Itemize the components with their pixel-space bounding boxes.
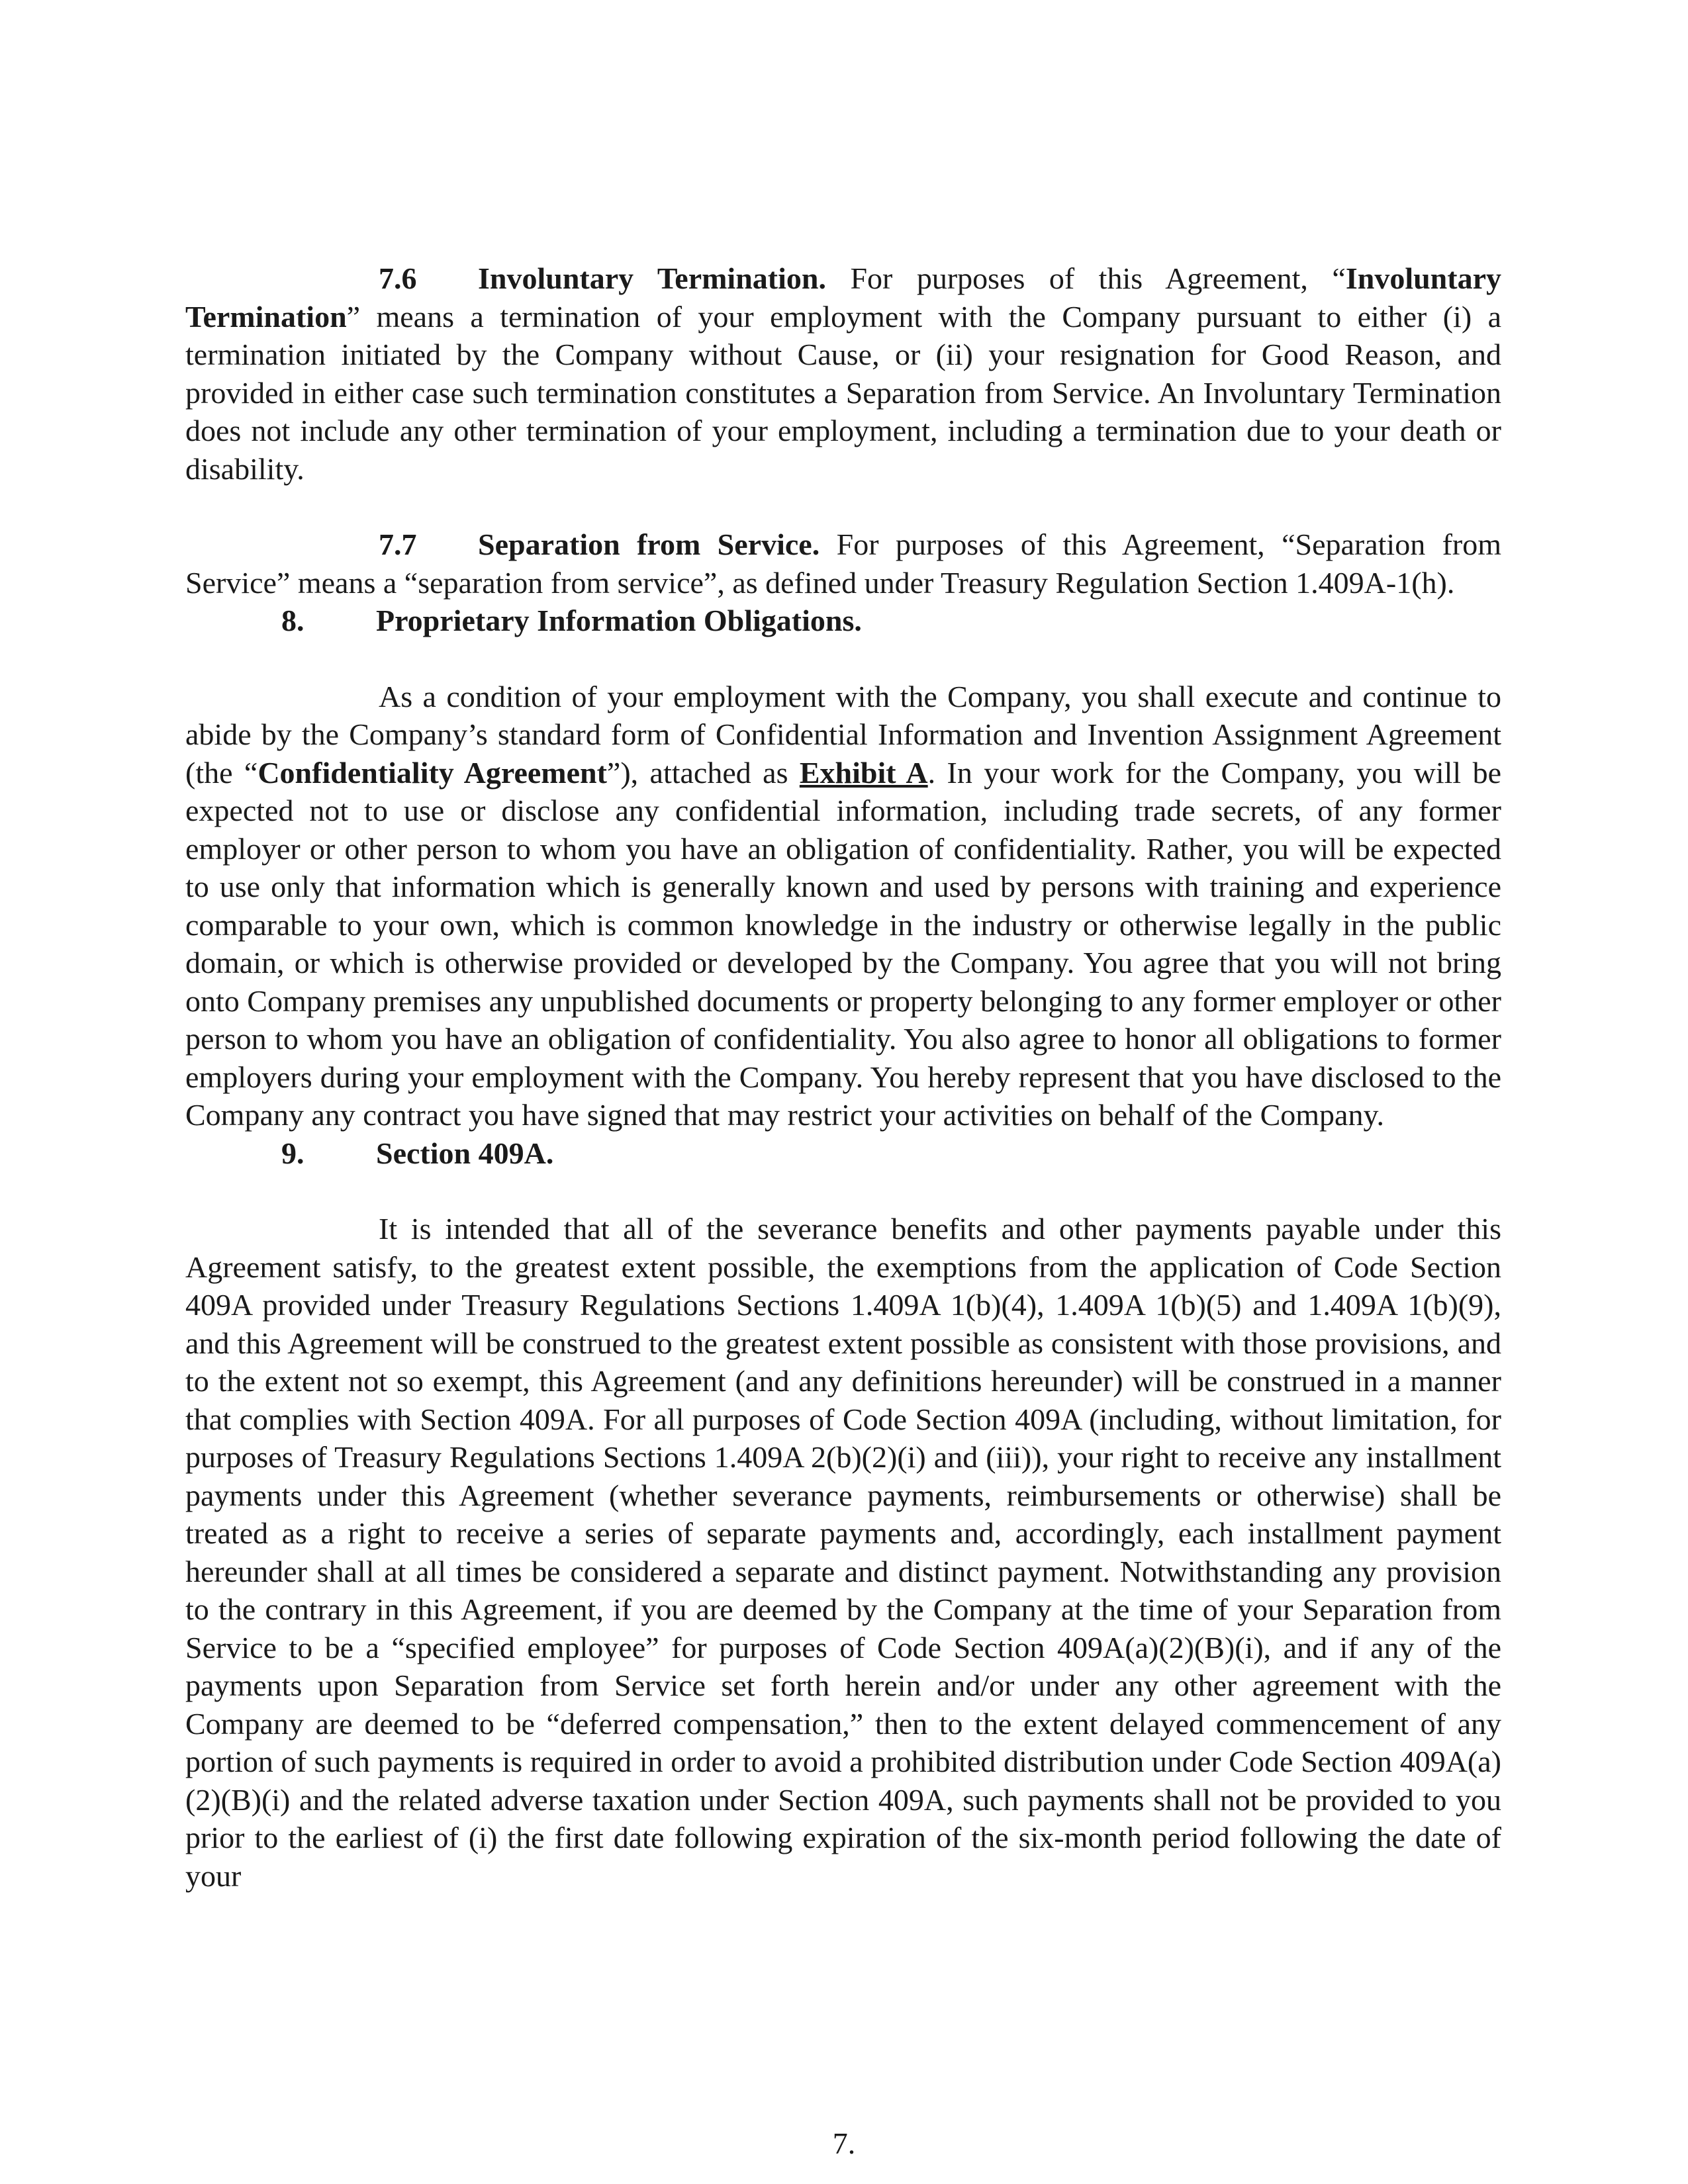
section-8-number: 8. xyxy=(281,604,305,637)
document-body xyxy=(185,259,1501,1895)
section-9-heading xyxy=(185,1134,1501,1173)
section-9-paragraph: It is intended that all of the severance benefits and other payments payable under this Agreement satisfy, to the greatest extent possible, the exemptions from the application of Code Section 409A provided under Treasury Regulations Sections 1.409A 1(b)(4), 1.409A 1(b)(5) and 1.409A 1(b)(9), and this Agreement will be construed to the greatest extent possible as consistent with those provisions, and to the extent not so exempt, this Agreement (and any definitions hereunder) will be construed in a manner that complies with Section 409A. For all purposes of Code Section 409A (including, without limitation, for purposes of Treasury Regulations Sections 1.409A 2(b)(2)(i) and (iii)), your right to receive any installment payments under this Agreement (whether severance payments, reimbursements or otherwise) shall be treated as a right to receive a series of separate payments and, accordingly, each installment payment hereunder shall at all times be considered a separate and distinct payment. Notwithstanding any provision to the contrary in this Agreement, if you are deemed by the Company at the time of your Separation from Service to be a “specified employee” for purposes of Code Section 409A(a)(2)(B)(i), and if any of the payments upon Separation from Service set forth herein and/or under any other agreement with the Company are deemed to be “deferred compensation,” then to the extent delayed commencement of any portion of such payments is required in order to avoid a prohibited distribution under Code Section 409A(a)(2)(B)(i) and the related adverse taxation under Section 409A, such payments shall not be provided to you prior to the earliest of (i) the first date following expiration of the six-month period following the date of your xyxy=(185,1212,1501,1893)
section-7-6-text-2: ” means a termination of your employment with the Company pursuant to either (i) a termination initiated by the Company without Cause, or (ii) your resignation for Good Reason, and provided in either case such termination constitutes a Separation from Service. An Involuntary Termination does not include any other termination of your employment, including a termination due to your death or disability. xyxy=(185,299,1501,486)
page-number: 7. xyxy=(832,2126,856,2160)
section-7-6-number: 7.6 xyxy=(379,261,417,295)
section-9-title: Section 409A. xyxy=(376,1136,554,1170)
section-7-7-number: 7.7 xyxy=(379,527,417,561)
section-8-title: Proprietary Information Obligations. xyxy=(376,604,862,637)
section-7-6 xyxy=(185,259,1501,488)
section-8-heading xyxy=(185,602,1501,640)
section-8-text-1: As a condition of your employment with the Company, you shall execute and continue to abide by the Company’s standard form of Confidential Information and Invention Assignment Agreement (the “ xyxy=(185,679,1501,790)
section-7-7-title: Separation from Service. xyxy=(478,527,820,561)
section-8-paragraph xyxy=(185,678,1501,1134)
exhibit-a-reference: Exhibit A xyxy=(799,755,928,790)
section-7-7-text: For purposes of this Agreement, “Separation from Service” means a “separation from service”, as defined under Treasury Regulation Section 1.409A-1(h). xyxy=(185,527,1502,600)
section-7-6-text-1: For purposes of this Agreement, “ xyxy=(825,261,1346,295)
section-9-number: 9. xyxy=(281,1136,305,1170)
section-7-6-title: Involuntary Termination. xyxy=(478,261,826,295)
section-8-text-3: . In your work for the Company, you will be expected not to use or disclose any confidential information, including trade secrets, of any former employer or other person to whom you have an obligation of confidentiality. Rather, you will be expected to use only that information which is generally known and used by persons with training and experience comparable to your own, which is common knowledge in the industry or otherwise legally in the public domain, or which is otherwise provided or developed by the Company. You agree that you will not bring onto Company premises any unpublished documents or property belonging to any former employer or other person to whom you have an obligation of confidentiality. You also agree to honor all obligations to former employers during your employment with the Company. You hereby represent that you have disclosed to the Company any contract you have signed that may restrict your activities on behalf of the Company. xyxy=(185,755,1501,1132)
section-7-7 xyxy=(185,525,1501,602)
defined-term-confidentiality-agreement: Confidentiality Agreement xyxy=(258,755,607,790)
defined-term-involuntary-termination: Involuntary Termination xyxy=(185,261,1501,334)
section-8-text-2: ”), attached as xyxy=(606,755,800,790)
